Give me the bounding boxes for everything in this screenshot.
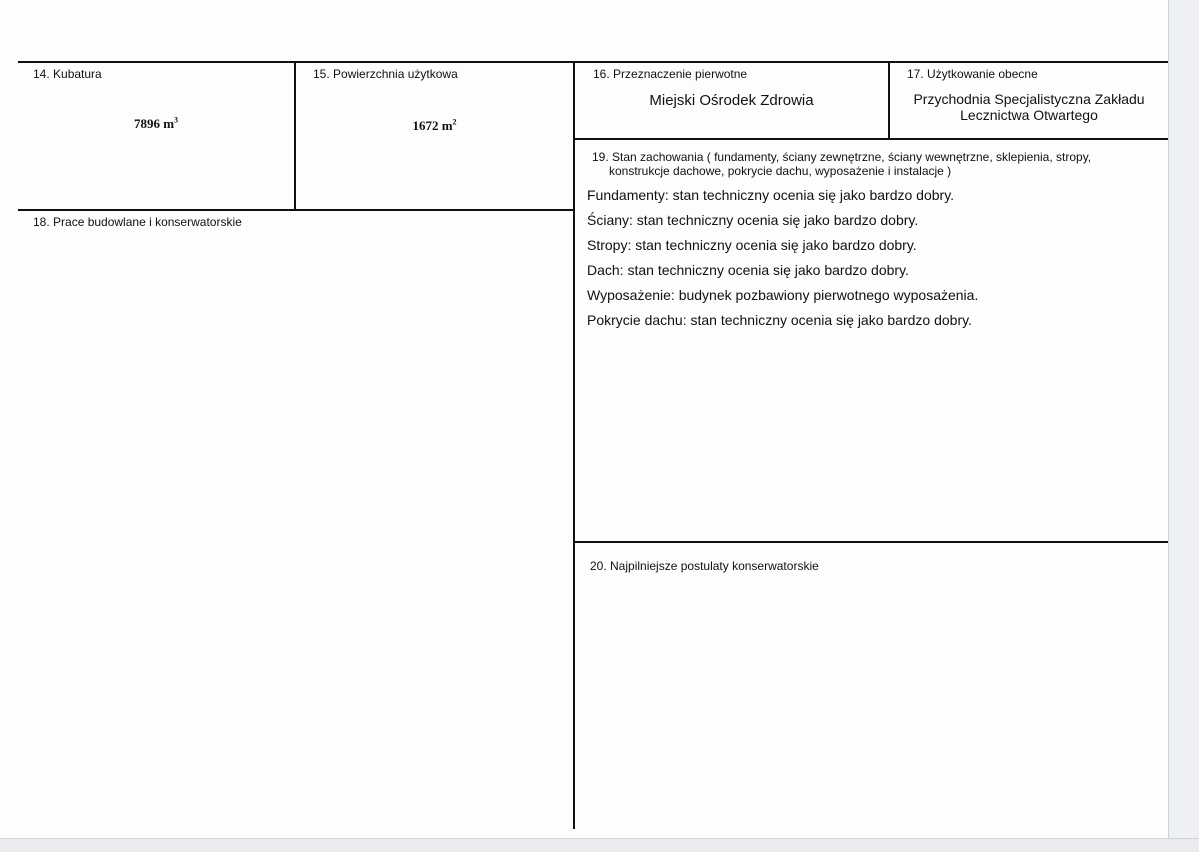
rule-under-14-15 xyxy=(18,209,574,211)
powierzchnia-value xyxy=(296,118,573,134)
uzytkowanie-value-line1: Przychodnia Specjalistyczna Zakładu xyxy=(913,91,1145,107)
powierzchnia-exp: 2 xyxy=(452,117,457,127)
kubatura-exp: 3 xyxy=(174,115,179,125)
powierzchnia-label: 15. Powierzchnia użytkowa xyxy=(313,67,458,81)
przeznaczenie-label: 16. Przeznaczenie pierwotne xyxy=(593,67,748,81)
stan-item-dach: Dach: stan techniczny ocenia się jako bardzo dobry. xyxy=(587,262,909,278)
uzytkowanie-value-line2: Lecznictwa Otwartego xyxy=(960,107,1098,123)
prace-label: 18. Prace budowlane i konserwatorskie xyxy=(33,215,242,229)
rule-v-center xyxy=(573,61,575,829)
stan-item-wyposazenie: Wyposażenie: budynek pozbawiony pierwotnego wyposażenia. xyxy=(587,287,979,303)
paper-edge-bottom xyxy=(0,838,1199,852)
kubatura-label: 14. Kubatura xyxy=(33,67,102,81)
stan-item-stropy: Stropy: stan techniczny ocenia się jako bardzo dobry. xyxy=(587,237,917,253)
stan-item-fundamenty: Fundamenty: stan techniczny ocenia się jako bardzo dobry. xyxy=(587,187,955,203)
stan-item-pokrycie: Pokrycie dachu: stan techniczny ocenia się jako bardzo dobry. xyxy=(587,312,972,328)
rule-v-14-15 xyxy=(294,61,296,211)
przeznaczenie-value: Miejski Ośrodek Zdrowia xyxy=(649,92,814,109)
uzytkowanie-label: 17. Użytkowanie obecne xyxy=(907,67,1038,81)
kubatura-number: 7896 m xyxy=(133,116,175,131)
kubatura-value xyxy=(18,116,294,132)
rule-under-16-17 xyxy=(573,138,1168,140)
powierzchnia-number: 1672 m xyxy=(412,118,453,133)
stan-label-line2: konstrukcje dachowe, pokrycie dachu, wyposażenie i instalacje ) xyxy=(609,164,952,178)
stan-label-line1: 19. Stan zachowania ( fundamenty, ściany zewnętrzne, ściany wewnętrzne, sklepienia, stropy, xyxy=(592,150,1092,164)
paper-edge-right xyxy=(1168,0,1199,851)
rule-above-20 xyxy=(573,541,1168,543)
rule-top xyxy=(18,61,1168,63)
postulaty-label: 20. Najpilniejsze postulaty konserwatorskie xyxy=(590,559,819,573)
stan-item-sciany: Ściany: stan techniczny ocenia się jako bardzo dobry. xyxy=(587,212,919,228)
